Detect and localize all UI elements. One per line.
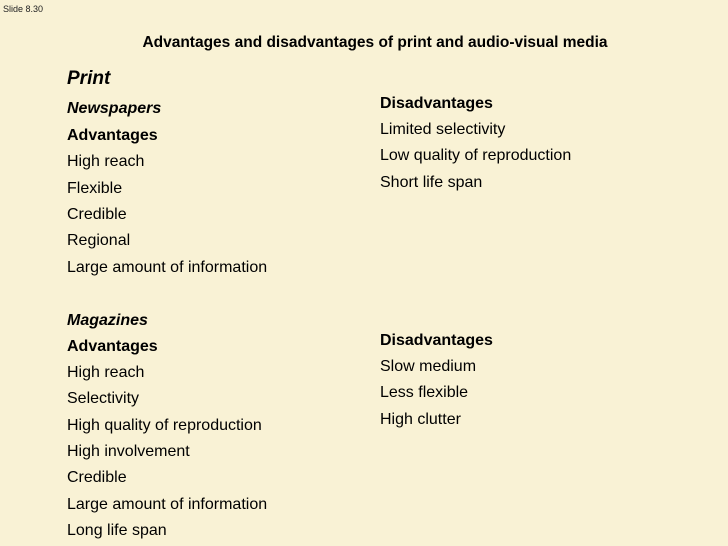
newspapers-disadvantage-item: Low quality of reproduction [380,147,572,164]
newspapers-advantage-item: Large amount of information [67,259,268,276]
section-heading-print: Print [67,68,111,89]
newspapers-advantage-item: Flexible [67,180,123,197]
newspapers-advantage-item: Regional [67,232,131,249]
magazines-advantage-item: High reach [67,364,145,381]
newspapers-advantages-heading: Advantages [67,127,158,144]
magazines-disadvantage-item: High clutter [380,411,461,428]
magazines-advantage-item: Credible [67,469,127,486]
newspapers-advantage-item: High reach [67,153,145,170]
newspapers-disadvantage-item: Limited selectivity [380,121,506,138]
newspapers-disadvantages-heading: Disadvantages [380,95,493,112]
newspapers-heading: Newspapers [67,100,162,117]
magazines-advantage-item: Large amount of information [67,496,268,513]
magazines-heading: Magazines [67,312,148,329]
magazines-advantage-item: Selectivity [67,390,140,407]
magazines-disadvantages-heading: Disadvantages [380,332,493,349]
magazines-disadvantage-item: Less flexible [380,384,469,401]
slide-title: Advantages and disadvantages of print and audio-visual media [142,34,608,51]
slide-number: Slide 8.30 [3,4,44,14]
magazines-advantages-heading: Advantages [67,338,158,355]
newspapers-advantage-item: Credible [67,206,127,223]
magazines-disadvantage-item: Slow medium [380,358,477,375]
magazines-advantage-item: High quality of reproduction [67,417,262,434]
magazines-advantage-item: Long life span [67,522,167,539]
newspapers-disadvantage-item: Short life span [380,174,483,191]
magazines-advantage-item: High involvement [67,443,190,460]
